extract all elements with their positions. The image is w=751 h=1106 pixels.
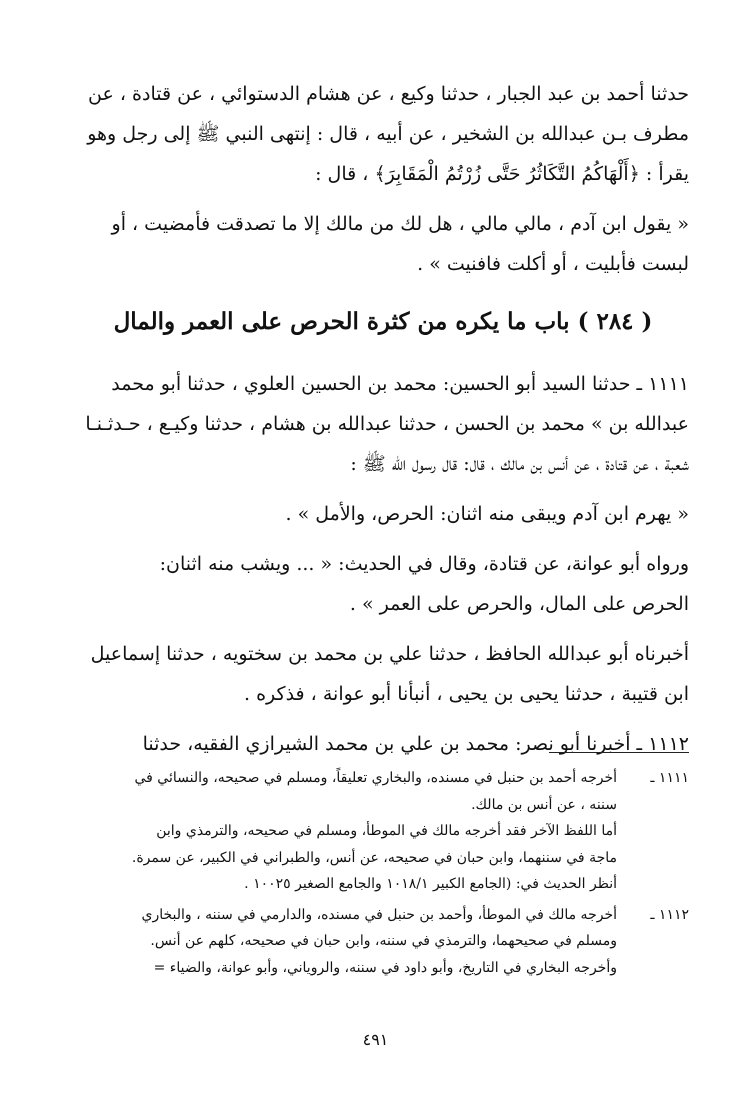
chapter-heading: ( ٢٨٤ ) باب ما يكره من كثرة الحرص على العمر والمال [113,308,653,335]
footnote-1111 [77,765,689,898]
text-line: ابن قتيبة ، حدثنا يحيى بن يحيى ، أنبأنا أبو عوانة ، فذكره . [244,683,689,705]
footnote-line: أما اللفظ الآخر فقد أخرجه مالك في الموطأ، ومسلم في صحيحه، والترمذي وابن [156,823,617,839]
footnote-line: ومسلم في صحيحهما، والترمذي في سننه، وابن حبان في صحيحه، كلهم عن أنس. [150,933,617,949]
footnote-number: ١١١١ ـ [650,770,689,786]
text-line: أخبرناه أبو عبدالله الحافظ ، حدثنا علي بن محمد بن سختويه ، حدثنا إسماعيل [90,643,689,665]
riwaya-paragraph [77,544,689,624]
text-line: الحرص على المال، والحرص على العمر » . [349,593,689,615]
footnote-1112 [77,902,689,982]
text-line: ١١١١ ـ حدثنا السيد أبو الحسين: محمد بن الحسين العلوي ، حدثنا أبو محمد [111,373,689,395]
footnote-line: سننه ، عن أنس بن مالك. [471,796,617,813]
footnote-number: ١١١٢ ـ [650,906,689,923]
page-number: ٤٩١ [362,1030,389,1049]
footnotes [77,765,689,981]
footnote-divider [549,752,689,753]
text-line: ١١١٢ ـ أخبرنا أبو نصر: محمد بن علي بن محمد الشيرازي الفقيه، حدثنا [142,733,689,755]
hadith-quote [77,494,689,534]
hadith-1112 [77,724,689,764]
footnote-line: أخرجه مالك في الموطأ، وأحمد بن حنبل في مسنده، والدارمي في سننه ، والبخاري [141,906,617,923]
text-line: شعبة ، عن قتادة ، عن أنس بن مالك ، قال: قال رسول الله ﷺ : [350,453,689,475]
footnote-line: أنظر الحديث في: (الجامع الكبير ١٠١٨/١ والجامع الصغير ١٠٠٢٥ . [244,876,617,892]
text-line: يقرأ : ﴿أَلْهَاكُمُ التَّكَاثُرُ حَتَّى زُرْتُمُ الْمَقَابِرَ﴾ ، قال : [315,163,689,185]
isnad-paragraph [77,634,689,714]
text-line: ورواه أبو عوانة، عن قتادة، وقال في الحديث: « ... ويشب منه اثنان: [159,553,689,575]
text-line: عبدالله بن » محمد بن الحسن ، حدثنا عبدالله بن هشام ، حدثنا وكيـع ، حـدثـنـا [85,413,689,435]
text-line: مطرف بـن عبدالله بن الشخير ، عن أبيه ، قال : إنتهى النبي ﷺ إلى رجل وهو [87,123,689,145]
text-line: « يقول ابن آدم ، مالي مالي ، هل لك من مالك إلا ما تصدقت فأمضيت ، أو [111,213,689,235]
footnote-line: وأخرجه البخاري في التاريخ، وأبو داود في سننه، والروياني، وأبو عوانة، والضياء = [153,959,617,976]
intro-paragraph [77,74,689,194]
main-text [77,74,689,764]
hadith-quote [77,204,689,284]
text-line: حدثنا أحمد بن عبد الجبار ، حدثنا وكيع ، عن هشام الدستوائي ، عن قتادة ، عن [88,83,689,105]
footnote-line: ماجة في سننهما، وابن حبان في صحيحه، عن أنس، والطبراني في الكبير، عن سمرة. [131,849,617,866]
footnote-line: أخرجه أحمد بن حنبل في مسنده، والبخاري تعليقاً، ومسلم في صحيحه، والنسائي في [134,770,617,786]
hadith-1111 [77,364,689,484]
text-line: لبست فأبليت ، أو أكلت فافنيت » . [417,253,689,275]
text-line: « يهرم ابن آدم ويبقى منه اثنان: الحرص، والأمل » . [285,503,689,525]
